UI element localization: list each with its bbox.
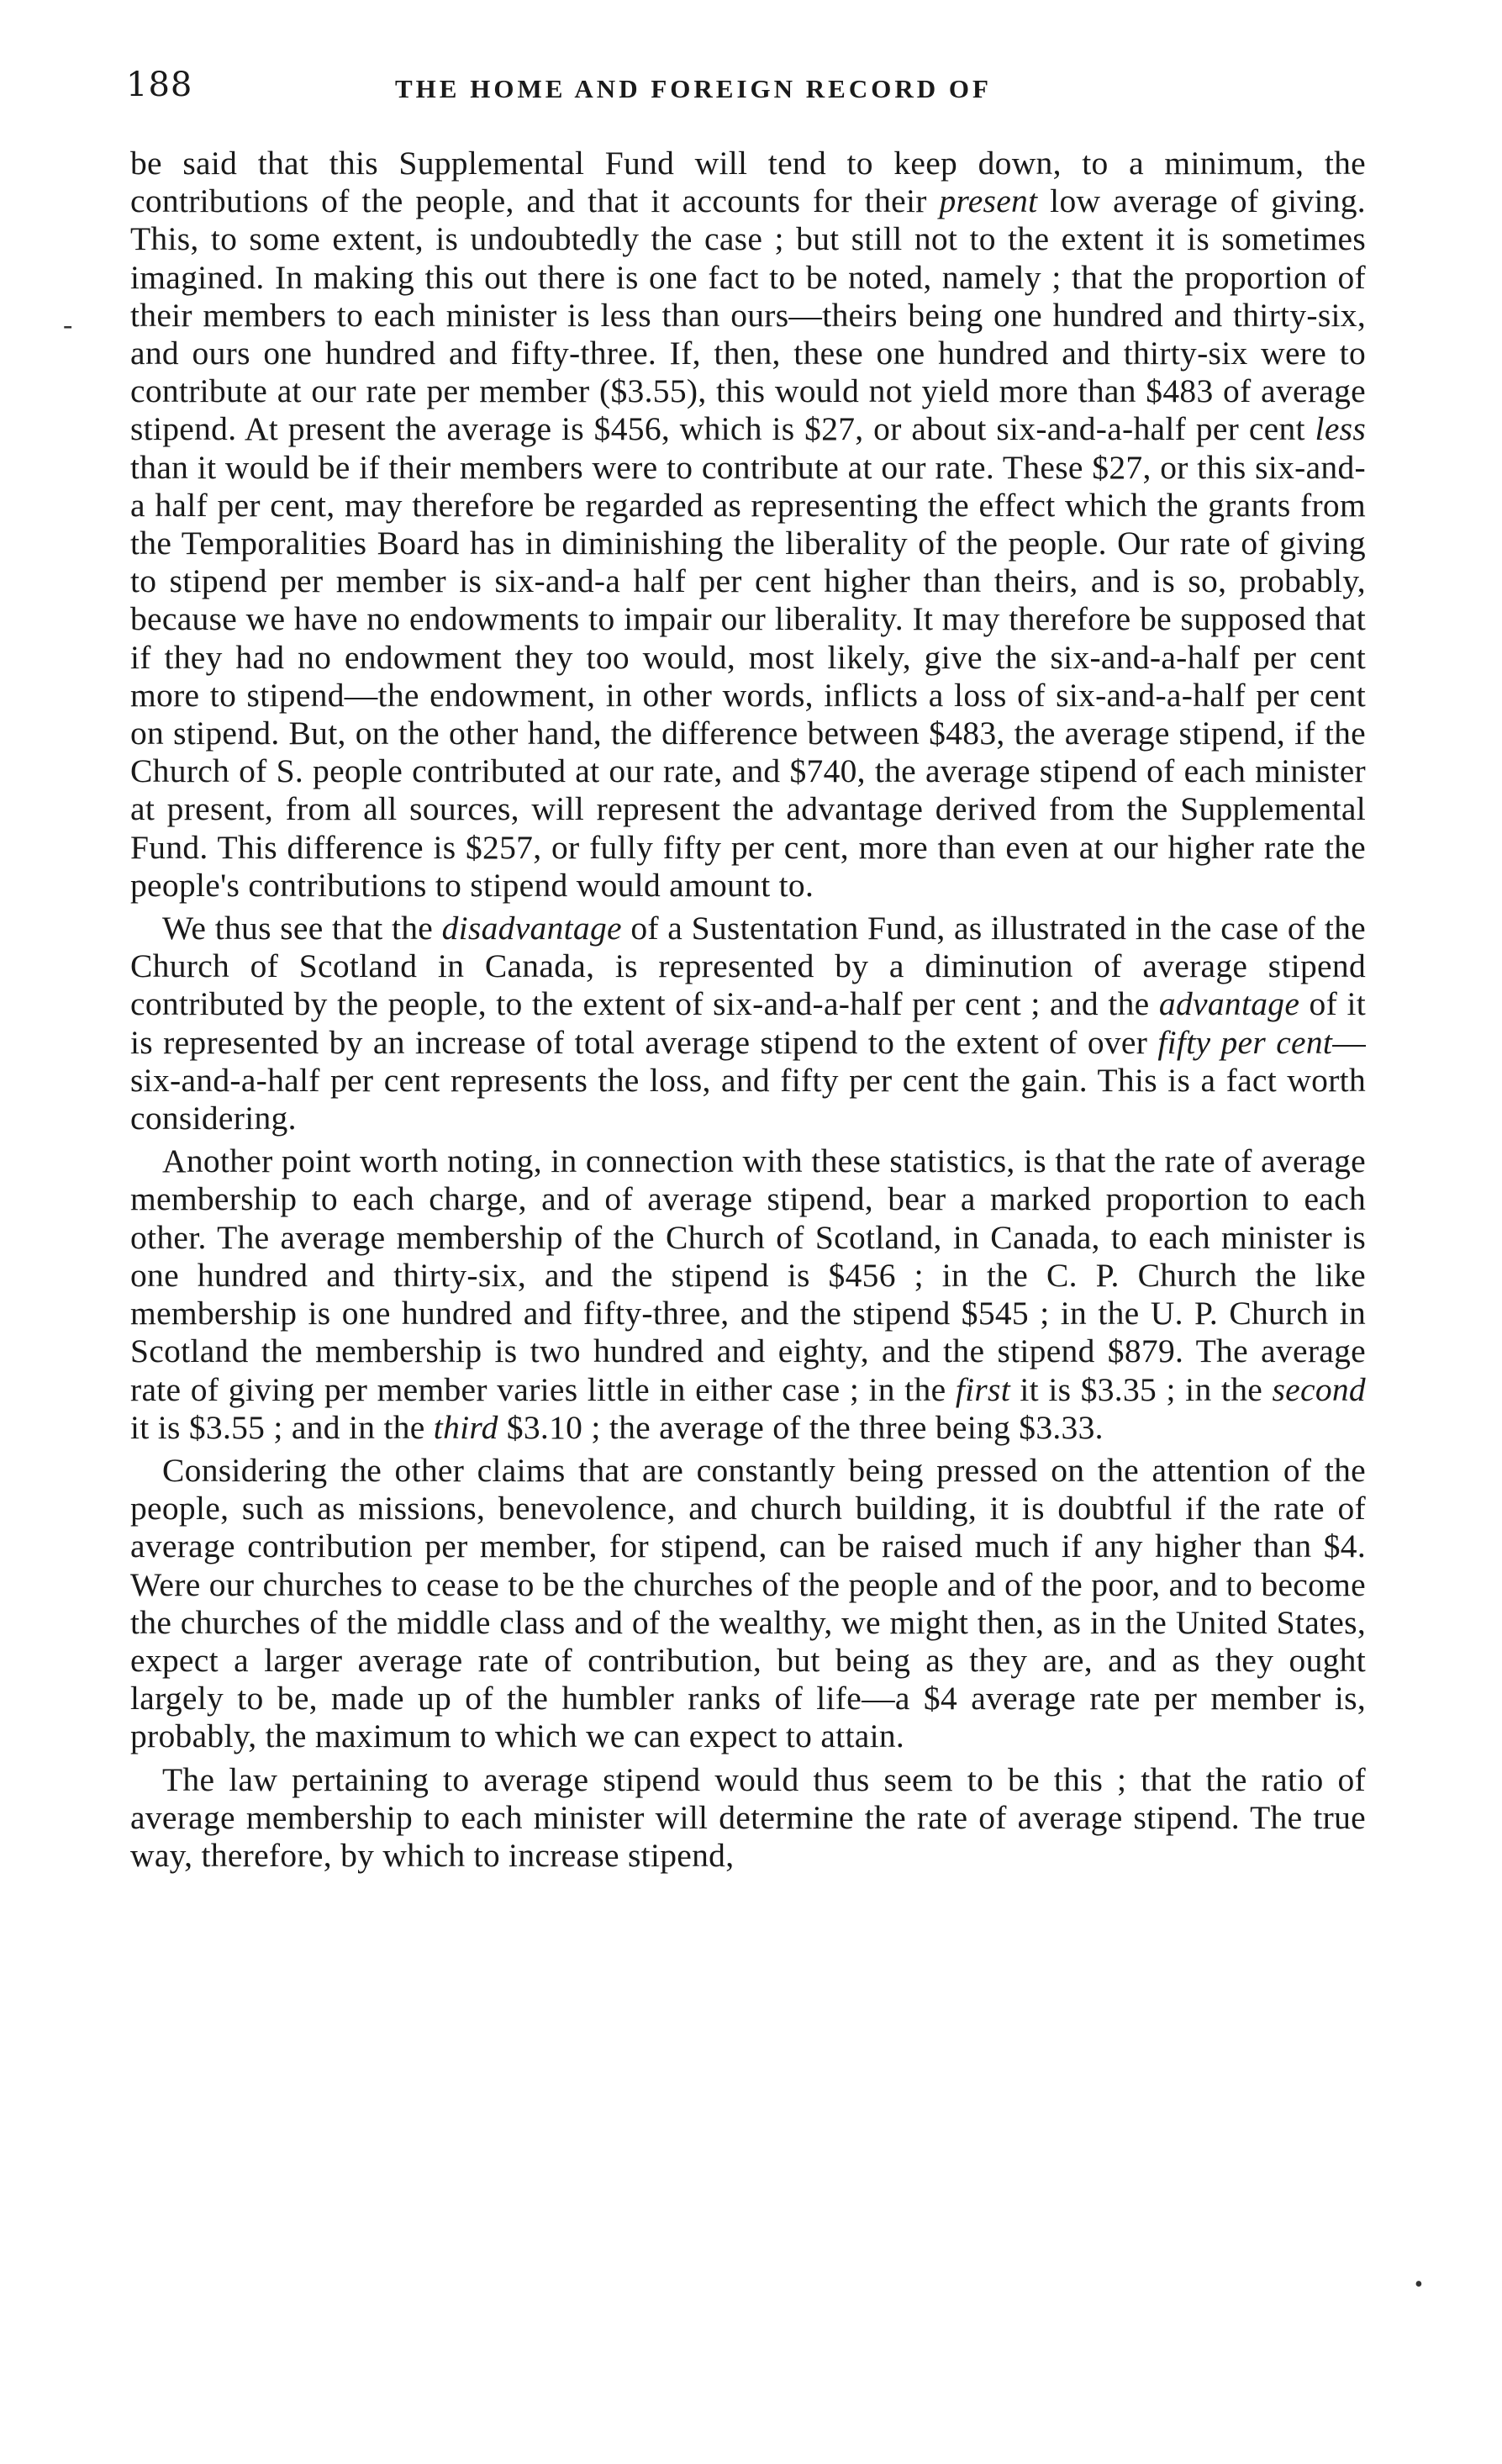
text-run: low average of giving. This, to some extent, is undoubtedly the case ; but still not to the extent it is sometimes imagined. In making this out there is one fact to be noted, namely ; that the proportion of their members to each minister is less than ours—theirs being one hundred and thirty-six, and ours one hundred and fifty-three. If, then, these one hundred and thirty-six were to contribute at our rate per member ($3.55), this would not yield more than $483 of average stipend. At present the average is $456, which is $27, or about six-and-a-half per cent xyxy=(130,182,1366,448)
text-run: be said that this Supplemental Fund will tend to keep down, to a minimum, the contributions of the people, and that it accounts for their xyxy=(130,145,1366,220)
margin-dash-mark: - xyxy=(63,309,73,340)
text-run: it is $3.55 ; and in the xyxy=(130,1408,434,1446)
text-run: Another point worth noting, in connection with these statistics, is that the rate of average membership to each charge, and of average stipend, bear a marked proportion to each other. The average membership of the Church of Scotland, in Canada, to each minister is one hundred and thirty-six, and the stipend is $456 ; in the C. P. Church the like membership is one hundred and fifty-three, and the stipend $545 ; in the U. P. Church in Scotland the membership is two hundred and eighty, and the stipend $879. The average rate of giving per member varies little in either case ; in the xyxy=(130,1142,1366,1408)
text-run: The law pertaining to average stipend would thus seem to be this ; that the ratio of average membership to each minister will determine the rate of average stipend. The true way, therefore, by which to increase stipend, xyxy=(130,1760,1366,1874)
paragraph-1 xyxy=(130,145,1366,905)
text-run: it is $3.35 ; in the xyxy=(1009,1370,1273,1408)
text-body xyxy=(130,145,1366,1875)
text-run: —six-and-a-half per cent represents the loss, and fifty per cent the gain. This is a fact worth considering. xyxy=(130,1023,1366,1137)
italic-text: advantage xyxy=(1158,985,1300,1023)
text-run: We thus see that the xyxy=(162,910,442,947)
italic-text: disadvantage xyxy=(441,910,622,947)
italic-text: third xyxy=(433,1408,498,1446)
italic-text: first xyxy=(955,1370,1010,1408)
running-head xyxy=(126,66,1362,116)
italic-text: fifty per cent xyxy=(1157,1023,1333,1061)
page-number: 188 xyxy=(126,66,193,104)
italic-text: less xyxy=(1315,410,1366,448)
paragraph-2 xyxy=(130,910,1366,1137)
paragraph-4 xyxy=(130,1452,1366,1756)
margin-dot-mark: • xyxy=(1415,2271,1423,2298)
text-run: than it would be if their members were to contribute at our rate. These $27, or this six-and-a half per cent, may therefore be regarded as representing the effect which the grants from the Temporalities Board has in diminishing the liberality of the people. Our rate of giving to stipend per member is six-and-a half per cent higher than theirs, and is so, probably, because we have no endowments to impair our liberality. It may therefore be supposed that if they had no endowment they too would, most likely, give the six-and-a-half per cent more to stipend—the endowment, in other words, inflicts a loss of six-and-a-half per cent on stipend. But, on the other hand, the difference between $483, the average stipend, if the Church of S. people contributed at our rate, and $740, the average stipend of each minister at present, from all sources, will represent the advantage derived from the Supplemental Fund. This difference is $257, or fully fifty per cent, more than even at our higher rate the people's contributions to stipend would amount to. xyxy=(130,448,1366,904)
running-title: THE HOME AND FOREIGN RECORD OF xyxy=(395,74,992,103)
italic-text: present xyxy=(939,182,1038,220)
italic-text: second xyxy=(1272,1370,1366,1408)
paragraph-3 xyxy=(130,1142,1366,1447)
text-run: of it is represented by an increase of total average stipend to the extent of over xyxy=(130,985,1366,1061)
paragraph-5 xyxy=(130,1761,1366,1876)
text-run: Considering the other claims that are constantly being pressed on the attention of the people, such as missions, benevolence, and church building, it is doubtful if the rate of average contribution per member, for stipend, can be raised much if any higher than $4. Were our churches to cease to be the churches of the people and of the poor, and to become the churches of the middle class and of the wealthy, we might then, as in the United States, expect a larger average rate of contribution, but being as they are, and as they ought largely to be, made up of the humbler ranks of life—a $4 average rate per member is, probably, the maximum to which we can expect to attain. xyxy=(130,1451,1366,1755)
text-run: of a Sustentation Fund, as illustrated in the case of the Church of Scotland in Canada, is represented by a diminution of average stipend contributed by the people, to the extent of six-and-a-half per cent ; and the xyxy=(130,910,1366,1023)
text-run: $3.10 ; the average of the three being $3.33. xyxy=(498,1408,1104,1446)
